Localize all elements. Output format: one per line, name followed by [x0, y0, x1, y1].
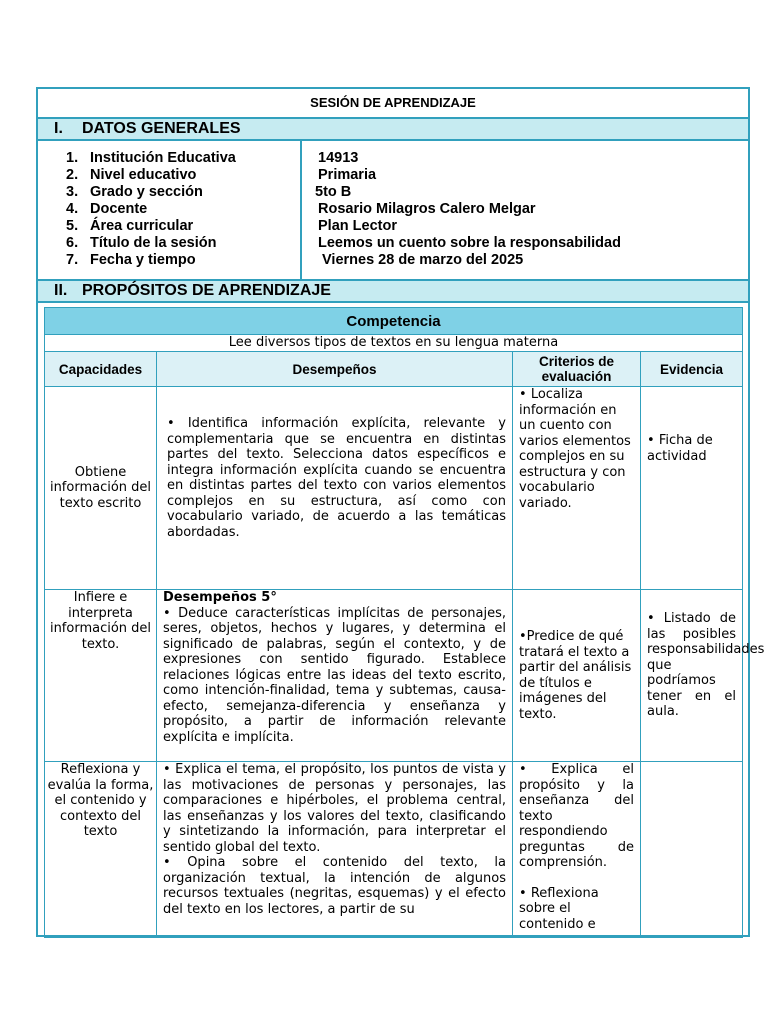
- row-number: 2.: [66, 167, 79, 183]
- desempeno-item: [163, 855, 506, 917]
- desempeno-item: [163, 762, 506, 855]
- row-number: 5.: [66, 218, 79, 234]
- criterio-cell: [513, 387, 641, 590]
- capacidad-cell: [45, 387, 157, 590]
- column-header-capacidades: Capacidades: [45, 352, 157, 387]
- column-header-criterios: [513, 352, 641, 387]
- desempeno-item: [167, 416, 506, 540]
- evidencia-text: Listado de las posibles responsabilidades que podríamos tener en el aula.: [647, 611, 765, 720]
- row-label: Nivel educativo: [90, 167, 197, 183]
- capacidad-cell: [45, 590, 157, 762]
- evidencia-cell: [641, 762, 743, 938]
- bullet-icon: •: [519, 629, 527, 644]
- desempeno-heading: Desempeños 5°: [163, 590, 277, 605]
- section-propositos-header: [38, 281, 748, 303]
- row-label: Grado y sección: [90, 184, 203, 200]
- table-row: [45, 762, 743, 938]
- area-value: Plan Lector: [318, 218, 397, 234]
- docente-value: Rosario Milagros Calero Melgar: [318, 201, 536, 217]
- criterio-cell: [513, 762, 641, 938]
- bullet-icon: •: [163, 605, 179, 621]
- bullet-icon: •: [163, 855, 188, 870]
- criterio-item: [519, 629, 634, 722]
- table-row: [45, 387, 743, 590]
- titulo-value: Leemos un cuento sobre la responsabilidad: [318, 235, 621, 251]
- bullet-icon: •: [647, 433, 659, 448]
- evidencia-cell: [641, 387, 743, 590]
- bullet-icon: •: [519, 762, 552, 777]
- nivel-value: Primaria: [318, 167, 377, 183]
- desempeno-text: Opina sobre el contenido del texto, la organización textual, la intención de algunos recursos textuales (negritas, esquemas) y el efecto del texto en los lectores, a partir de su: [163, 855, 506, 917]
- evidencia-item: [647, 433, 736, 464]
- bullet-icon: •: [167, 416, 188, 431]
- criterio-item: [519, 762, 634, 871]
- general-row: [66, 167, 300, 184]
- criterio-text: Predice de qué tratará el texto a partir del análisis de títulos e imágenes del texto.: [519, 629, 632, 722]
- desempeno-item: [163, 606, 506, 746]
- competencia-table: [44, 307, 765, 938]
- desempeno-text: Explica el tema, el propósito, los puntos de vista y las motivaciones de personas y personajes, las comparaciones e hipérboles, el problema central, las enseñanzas y los valores del texto, clasificando y sintetizando la información, para interpretar el sentido global del texto.: [163, 762, 507, 855]
- evidencia-cell: [641, 590, 765, 762]
- desempeno-text: Deduce características implícitas de personajes, seres, objetos, hechos y lugares, y determina el significado de palabras, según el contexto, y de expresiones con sentido figurado. Establece relaciones lógicas entre las ideas del texto escrito, como intención-finalidad, tema y subtemas, causa-efecto, semejanza-diferencia y enseñanza y propósito, a partir de información relevante explícita e implícita.: [163, 605, 506, 745]
- desempeno-cell: [157, 762, 513, 938]
- section-title: DATOS GENERALES: [82, 120, 241, 137]
- desempeno-cell: [157, 590, 513, 762]
- fecha-value: Viernes 28 de marzo del 2025: [322, 252, 524, 268]
- capacidad-text: Infiere e interpreta información del texto.: [49, 590, 152, 652]
- bullet-icon: •: [519, 387, 531, 402]
- general-row: [66, 218, 300, 235]
- general-row: [66, 252, 300, 269]
- bullet-icon: •: [647, 611, 664, 627]
- general-row: [66, 235, 300, 252]
- row-label: Institución Educativa: [90, 150, 236, 166]
- evidencia-item: [647, 611, 765, 720]
- row-label: Título de la sesión: [90, 235, 217, 251]
- criterio-item: [519, 886, 634, 933]
- column-header-evidencia: Evidencia: [641, 352, 743, 387]
- criterio-text: Localiza información en un cuento con varios elementos complejos en su estructura y con vocabulario variado.: [519, 387, 631, 511]
- competencia-heading: Competencia: [45, 308, 743, 335]
- section-title: PROPÓSITOS DE APRENDIZAJE: [82, 282, 331, 299]
- criterio-item: [519, 387, 634, 511]
- row-label: Fecha y tiempo: [90, 252, 196, 268]
- criterio-text: Reflexiona sobre el contenido e: [519, 885, 599, 932]
- row-number: 3.: [66, 184, 79, 200]
- general-values-column: [302, 141, 748, 279]
- evidencia-text: Ficha de actividad: [647, 433, 713, 464]
- capacidad-text: Reflexiona y evalúa la forma, el contenido y contexto del texto: [47, 762, 154, 839]
- competencia-name: Lee diversos tipos de textos en su lengua materna: [45, 335, 743, 352]
- row-number: 1.: [66, 150, 79, 166]
- session-document: [36, 87, 765, 937]
- desempeno-cell: [157, 387, 513, 590]
- column-header-desempenos: Desempeños: [157, 352, 513, 387]
- general-row: [66, 201, 300, 218]
- bullet-icon: •: [519, 885, 531, 901]
- row-number: 4.: [66, 201, 79, 217]
- grado-value: 5to B: [315, 184, 352, 200]
- capacidad-cell: [45, 762, 157, 938]
- bullet-icon: •: [163, 762, 176, 777]
- desempeno-text: Identifica información explícita, relevante y complementaria que se encuentra en distintas partes del texto. Selecciona datos específicos e integra información explícita cuando se encuentra en distintas partes del texto con varios elementos complejos en su estructura, así como con vocabulario variado, de acuerdo a las temáticas abordadas.: [167, 416, 506, 540]
- section-number: II.: [54, 282, 68, 299]
- general-row: [66, 184, 300, 201]
- capacidad-text: Obtiene información del texto escrito: [49, 464, 152, 511]
- row-number: 6.: [66, 235, 79, 251]
- criterio-text: Explica el propósito y la enseñanza del texto respondiendo preguntas de comprensión.: [519, 762, 634, 870]
- general-labels-column: [38, 141, 302, 279]
- criterio-cell: [513, 590, 641, 762]
- criterios-header-text: Criterios de evaluación: [538, 354, 615, 384]
- general-row: [66, 150, 300, 167]
- institucion-value: 14913: [318, 150, 359, 166]
- row-number: 7.: [66, 252, 79, 268]
- section-number: I.: [54, 120, 63, 137]
- row-label: Área curricular: [90, 218, 194, 234]
- general-data-table: [38, 141, 748, 281]
- section-datos-generales-header: [38, 119, 748, 141]
- document-title: SESIÓN DE APRENDIZAJE: [38, 89, 748, 119]
- table-row: [45, 590, 743, 762]
- row-label: Docente: [90, 201, 148, 217]
